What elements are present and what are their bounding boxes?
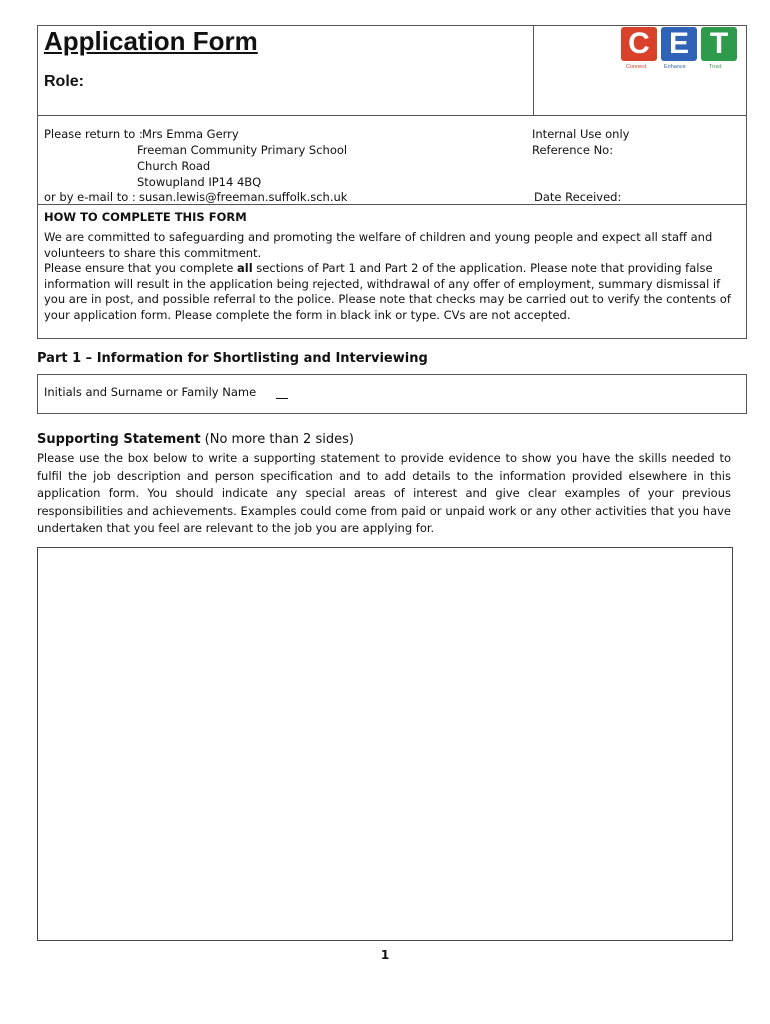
address-line: Church Road [137,159,211,173]
name-field-label: Initials and Surname or Family Name [44,385,257,399]
supporting-statement-instructions: Please use the box below to write a supporting statement to provide evidence to show you have the skills needed to fulfil the job description and person specification and to add details to the information provided elsewhere in this application form. You should indicate any special areas of interest and give clear examples of your previous responsibilities and achievements. Examples could come from paid or unpaid work or any other activities that you have undertaken that you feel are relevant to the job you are applying for. [37,451,731,536]
email-label: or by e-mail to : [44,190,136,204]
address-line: Freeman Community Primary School [137,143,348,157]
logo-caption: Connect [626,64,647,70]
supporting-statement-heading: Supporting Statement (No more than 2 sides) [37,432,354,447]
reference-no-label: Reference No: [532,143,614,157]
return-label: Please return to : [44,127,143,141]
how-to-body [44,230,744,324]
cet-logo [621,27,739,73]
how-to-para: We are committed to safeguarding and promoting the welfare of children and young people and expect all staff and volunteers to share this commitment. [44,230,713,260]
how-to-title: HOW TO COMPLETE THIS FORM [44,210,247,224]
logo-caption: Trust [709,64,722,70]
page-number: 1 [380,948,390,962]
logo-caption: Enhance [664,64,686,70]
return-name: Mrs Emma Gerry [142,127,239,141]
row-divider [37,115,747,116]
how-to-para: Please ensure that you complete all sections of Part 1 and Part 2 of the application. Please note that providing false information will result in the application being rejected, withdrawal of any offer of employment, summary dismissal if you are in post, and possible referral to the police. Please note that checks may be carried out to verify the contents of your application form. Please complete the form in black ink or type. CVs are not accepted. [44,261,731,322]
address-line: Stowupland IP14 4BQ [137,175,262,189]
emphasis-all: all [237,261,253,276]
name-input-line[interactable] [276,398,288,399]
part1-heading: Part 1 – Information for Shortlisting and Interviewing [37,351,428,366]
supporting-statement-textarea[interactable] [37,547,733,941]
logo-letter-c: C [621,27,657,61]
role-label: Role: [44,73,84,90]
logo-letter-e: E [661,27,697,61]
date-received-label: Date Received: [534,190,622,204]
internal-use-title: Internal Use only [532,127,630,141]
email-address[interactable]: susan.lewis@freeman.suffolk.sch.uk [139,190,348,204]
logo-letter-t: T [701,27,737,61]
page-title: Application Form [44,26,258,56]
